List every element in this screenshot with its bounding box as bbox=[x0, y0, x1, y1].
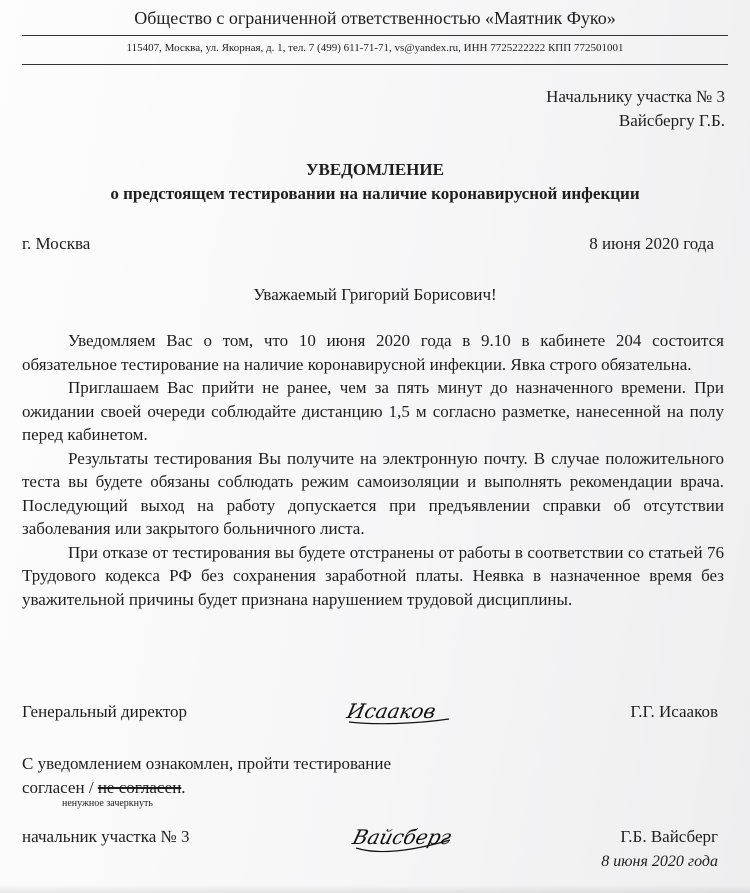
acknowledgement-options bbox=[22, 778, 186, 798]
strike-hint: ненужное зачеркнуть bbox=[62, 798, 153, 809]
paragraph-2: Приглашаем Вас прийти не ранее, чем за пять минут до назначенного времени. При ожидании своей очереди соблюдайте дистанцию 1,5 м согласно разметке, нанесенной на полу перед кабинетом. bbox=[22, 378, 724, 444]
header-rule bbox=[22, 35, 728, 36]
document-subtitle: о предстоящем тестировании на наличие коронавирусной инфекции bbox=[110, 184, 640, 203]
employee-date: 8 июня 2020 года bbox=[601, 853, 718, 870]
employee-signature bbox=[350, 818, 460, 860]
acknowledgement-text: С уведомлением ознакомлен, пройти тестирование bbox=[22, 754, 392, 773]
paragraph-1: Уведомляем Вас о том, что 10 июня 2020 года в 9.10 в кабинете 204 состоится обязательное тестирование на наличие коронавирусной инфекции. Явка строго обязательна. bbox=[22, 331, 724, 374]
paragraph-4: При отказе от тестирования вы будете отстранены от работы в соответствии со статьей 76 Трудового кодекса РФ без сохранения заработной платы. Неявка в назначенное время без уважительной причины будет признана нарушением трудовой дисциплины. bbox=[22, 542, 724, 609]
greeting: Уважаемый Григорий Борисович! bbox=[253, 285, 497, 304]
svg-text:Вайсберг: Вайсберг bbox=[350, 825, 454, 849]
notice-body bbox=[22, 329, 724, 611]
document-date: 8 июня 2020 года bbox=[589, 234, 714, 253]
company-name: Общество с ограниченной ответственностью «Маятник Фуко» bbox=[134, 8, 616, 28]
disagreed-option-struck: не согласен bbox=[97, 778, 182, 797]
document-place: г. Москва bbox=[22, 234, 91, 253]
contacts-rule bbox=[22, 64, 728, 65]
employee-role: начальник участка № 3 bbox=[22, 827, 190, 846]
director-role: Генеральный директор bbox=[22, 702, 188, 721]
director-signature bbox=[345, 694, 455, 728]
document-title: УВЕДОМЛЕНИЕ bbox=[306, 160, 444, 179]
page-shadow bbox=[0, 885, 750, 893]
company-contacts: 115407, Москва, ул. Якорная, д. 1, тел. 7 (499) 611-71-71, vs@yandex.ru, ИНН 7725222222 КПП 772501001 bbox=[126, 42, 624, 54]
director-name: Г.Г. Исааков bbox=[630, 702, 718, 721]
paragraph-3: Результаты тестирования Вы получите на электронную почту. В случае положительного теста вы будете обязаны соблюдать режим самоизоляции и выполнять рекомендации врача. Последующий выход на работу допускается при предъявлении справки об отсутствии заболевания или закрытого больничного листа. bbox=[22, 448, 724, 538]
employee-name: Г.Б. Вайсберг bbox=[620, 827, 718, 846]
recipient-position: Начальнику участка № 3 bbox=[546, 87, 725, 106]
recipient-name: Вайсбергу Г.Б. bbox=[618, 111, 725, 130]
agreed-option: согласен / bbox=[22, 778, 94, 797]
acknowledgement-period: . bbox=[181, 778, 186, 797]
svg-text:Исааков: Исааков bbox=[345, 699, 438, 723]
